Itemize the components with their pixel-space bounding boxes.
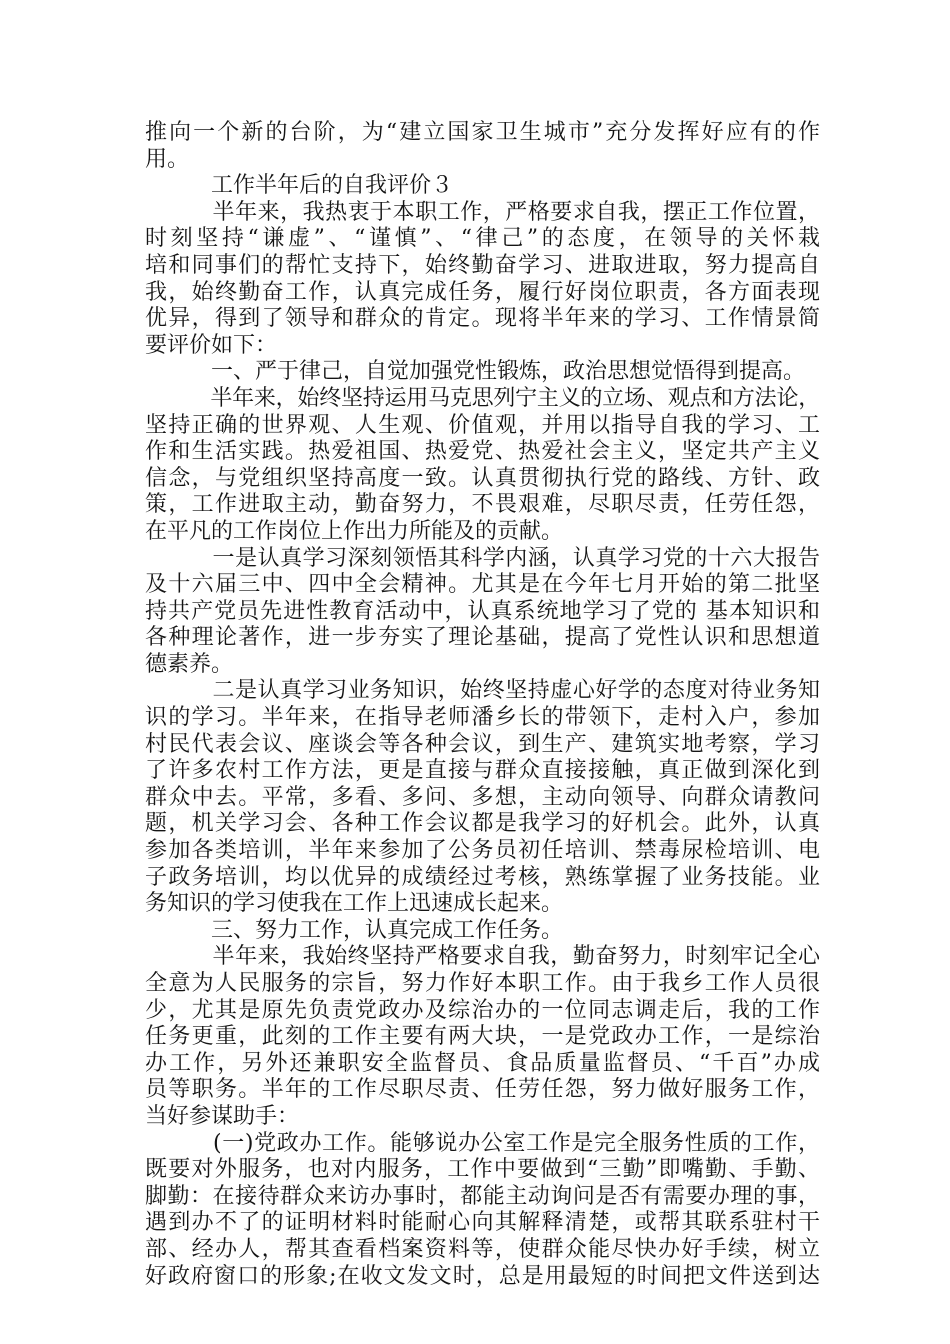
text-line: 村民代表会议、座谈会等各种会议，到生产、建筑实地考察，学习 [145, 731, 820, 757]
text-line: 优异，得到了领导和群众的肯定。现将半年来的学习、工作情景简 [145, 306, 820, 332]
text-line: 二是认真学习业务知识，始终坚持虚心好学的态度对待业务知 [145, 678, 820, 704]
text-line: 好政府窗口的形象;在收文发文时，总是用最短的时间把文件送到达 [145, 1263, 820, 1289]
text-line: 当好参谋助手： [145, 1103, 300, 1129]
text-line: 坚持正确的世界观、人生观、价值观，并用以指导自我的学习、工 [145, 412, 820, 438]
text-line: 在平凡的工作岗位上作出力所能及的贡献。 [145, 518, 564, 544]
text-line: 少，尤其是原先负责党政办及综治办的一位同志调走后，我的工作 [145, 997, 820, 1023]
text-line: 既要对外服务，也对内服务，工作中要做到“三勤”即嘴勤、手勤、 [145, 1157, 820, 1183]
text-line: 员等职务。半年的工作尽职尽责、任劳任怨，努力做好服务工作， [145, 1077, 820, 1103]
text-line: 持共产党员先进性教育活动中，认真系统地学习了党的 基本知识和 [145, 598, 820, 624]
text-line: 题，机关学习会、各种工作会议都是我学习的好机会。此外，认真 [145, 811, 820, 837]
text-line: 办工作，另外还兼职安全监督员、食品质量监督员、“千百”办成 [145, 1050, 820, 1076]
text-line: 作和生活实践。热爱祖国、热爱党、热爱社会主义，坚定共产主义 [145, 439, 820, 465]
text-line: 半年来，我热衷于本职工作，严格要求自我，摆正工作位置， [145, 199, 820, 225]
text-line: 要评价如下： [145, 332, 278, 358]
text-line: 半年来，我始终坚持严格要求自我，勤奋努力，时刻牢记全心 [145, 944, 820, 970]
text-line: 用。 [145, 146, 190, 172]
text-line: 工作半年后的自我评价３ [145, 173, 454, 199]
text-line: 策，工作进取主动，勤奋努力，不畏艰难，尽职尽责，任劳任怨， [145, 492, 820, 518]
text-line: 全意为人民服务的宗旨，努力作好本职工作。由于我乡工作人员很 [145, 971, 820, 996]
text-line: 一是认真学习深刻领悟其科学内涵，认真学习党的十六大报告 [145, 545, 820, 571]
body-text [145, 120, 820, 1290]
text-line: 遇到办不了的证明材料时能耐心向其解释清楚，或帮其联系驻村干 [145, 1210, 820, 1236]
text-line: (一)党政办工作。能够说办公室工作是完全服务性质的工作， [145, 1130, 820, 1156]
text-line: 群众中去。平常，多看、多问、多想，主动向领导、向群众请教问 [145, 784, 820, 810]
text-line: 任务更重，此刻的工作主要有两大块，一是党政办工作，一是综治 [145, 1024, 820, 1050]
text-line: 识的学习。半年来，在指导老师潘乡长的带领下，走村入户，参加 [145, 705, 820, 731]
text-line: 脚勤：在接待群众来访办事时，都能主动询问是否有需要办理的事， [145, 1183, 820, 1209]
text-line: 推向一个新的台阶，为“建立国家卫生城市”充分发挥好应有的作 [145, 120, 820, 145]
text-line: 三、努力工作，认真完成工作任务。 [145, 917, 564, 943]
text-line: 德素养。 [145, 651, 234, 677]
text-line: 部、经办人，帮其查看档案资料等，使群众能尽快办好手续，树立 [145, 1236, 820, 1262]
text-line: 务知识的学习使我在工作上迅速成长起来。 [145, 891, 564, 917]
text-line: 子政务培训，均以优异的成绩经过考核，熟练掌握了业务技能。业 [145, 864, 820, 890]
text-line: 一、严于律己，自觉加强党性锻炼，政治思想觉悟得到提高。 [145, 359, 806, 385]
text-line: 及十六届三中、四中全会精神。尤其是在今年七月开始的第二批坚 [145, 572, 820, 598]
text-line: 了许多农村工作方法，更是直接与群众直接接触，真正做到深化到 [145, 758, 820, 784]
text-line: 我，始终勤奋工作，认真完成任务，履行好岗位职责，各方面表现 [145, 279, 820, 305]
text-line: 信念，与党组织坚持高度一致。认真贯彻执行党的路线、方针、政 [145, 465, 820, 491]
text-line: 培和同事们的帮忙支持下，始终勤奋学习、进取进取，努力提高自 [145, 252, 820, 278]
text-line: 时刻坚持“谦虚”、“谨慎”、“律己”的态度，在领导的关怀栽 [145, 226, 820, 252]
text-line: 各种理论著作，进一步夯实了理论基础，提高了党性认识和思想道 [145, 625, 820, 651]
text-line: 参加各类培训，半年来参加了公务员初任培训、禁毒尿检培训、电 [145, 838, 820, 864]
text-line: 半年来，始终坚持运用马克思列宁主义的立场、观点和方法论， [145, 385, 820, 411]
